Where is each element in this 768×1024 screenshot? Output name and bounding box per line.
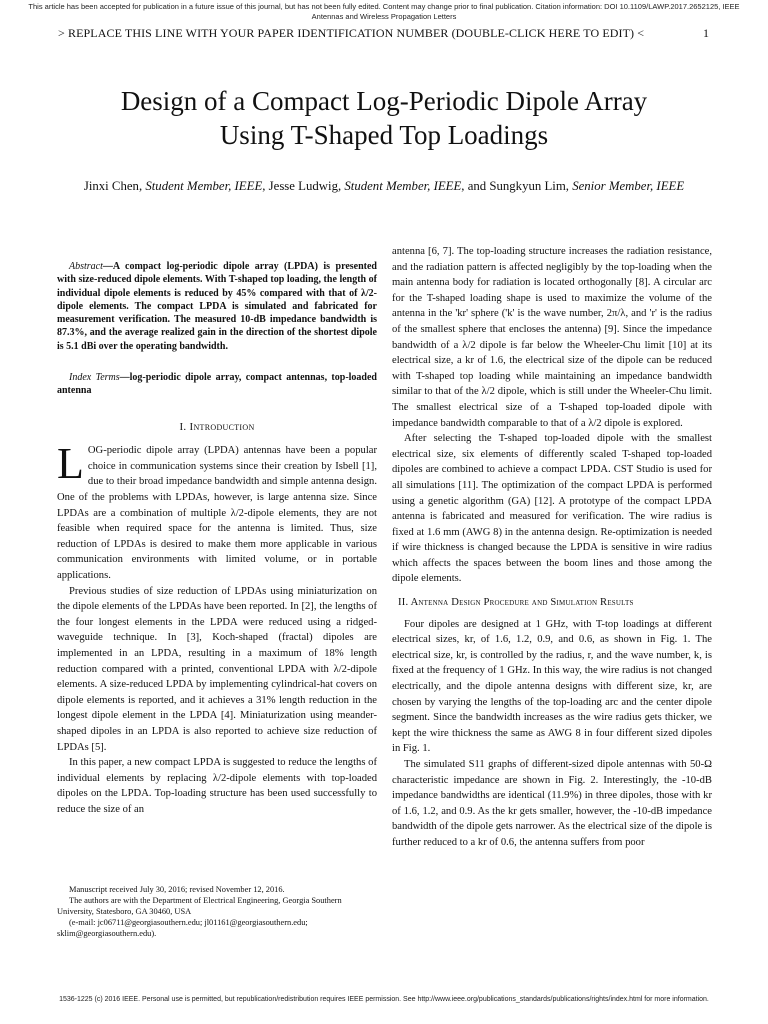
title-line-1: Design of a Compact Log-Periodic Dipole Array xyxy=(120,86,648,116)
author-3-role: Senior Member, IEEE xyxy=(572,179,685,193)
right-paragraph-2: After selecting the T-shaped top-loaded dipole with the smallest electrical size, six elements of differently scaled T-shaped top-loaded dipoles are combined to achieve a compact LPDA. CST Studio is used for all simulations [11]. The optimization of the compact LPDA is performed using a genetic algorithm (GA) [12]. A prototype of the compact LPDA antenna is fabricated and measured for verification. The wire radius is fixed at 1.6 mm (AWG 8) in the antenna design. Re-optimization is needed if wire thickness is changed because the LPDA is sensitive in wire radius which affects the spaces between the boom lines and those among the dipole elements. xyxy=(392,433,712,585)
publication-notice xyxy=(0,2,768,22)
right-paragraph-3: Four dipoles are designed at 1 GHz, with T-top loadings at different electrical sizes, kr, of 1.6, 1.2, 0.9, and 0.6, as shown in Fig. 1. The electrical size, kr, is controlled by the radius, r, and the wave number, k, is fixed at the frequency of 1 GHz. In this way, the wire radius is not changed electrically, and the dipole antenna designs with different size, kr, are chosen by varying the lengths of the top-loading arc and the center dipole segment. Since the bandwidth increases as the wire radius gets thicker, we kept the wire thickness the same as AWG 8 in four different sized dipoles in Fig. 1. xyxy=(392,618,712,755)
intro-paragraph-3: In this paper, a new compact LPDA is suggested to reduce the lengths of individual elements by replacing λ/2-dipole elements with top-loaded dipoles on the LPDA. Top-loading structure has been used successfully to reduce the size of an xyxy=(57,757,377,815)
abstract-label: Abstract xyxy=(69,261,103,272)
author-list xyxy=(70,178,698,195)
index-terms-label: Index Terms xyxy=(69,372,120,384)
author-2-role: Student Member, IEEE xyxy=(344,179,462,193)
left-column xyxy=(57,260,377,818)
author-2: , Jesse Ludwig, xyxy=(262,179,345,193)
title-line-2: Using T-Shaped Top Loadings xyxy=(219,120,549,150)
section-heading-design: II. Antenna Design Procedure and Simulation Results xyxy=(398,597,634,609)
right-paragraph-1: antenna [6, 7]. The top-loading structure increases the radiation resistance, and the radiation pattern is affected negligibly by the top-loading when the main antenna body for radiation is located orthogonally [8]. A circular arc for the T-shaped loading shape is used to maximize the volume of the antenna in the 'kr' sphere ('k' is the wave number, 2π/λ, and 'r' is the radius of the smallest sphere that encloses the antenna) [9]. Since the impedance bandwidth of a λ/2 dipole is far below the Wheeler-Chu limit [10] at its electrical size, a kr of 1.6, the electrical size of the dipole can be reduced with T-shaped top loading while maintaining an impedance bandwidth similar to that of the λ/2 dipole, which is still under the Wheeler-Chu limit. The smallest electrical size of a T-shaped top-loaded dipole with impedance bandwidth comparable to that of a λ/2 dipole is explored. xyxy=(392,246,712,429)
abstract xyxy=(57,260,377,353)
intro-paragraph-1-text: OG-periodic dipole array (LPDA) antennas have been a popular choice in communication systems since their creation by Isbell [1], due to their broad impedance bandwidth and simple antenna design. One of the problems with LPDAs, however, is large antenna size. Since LPDAs are a combination of multiple λ/2-dipole elements, they are not feasible when required space for the antenna is limited. Thus, size reduction of LPDAs is desired to make them more applicable in various communication environments with limited volume, or in portable applications. xyxy=(57,445,377,582)
footnote-line-3: (e-mail: jc06711@georgiasouthern.edu; jl01161@georgiasouthern.edu; sklim@georgiasouthern.edu). xyxy=(57,918,308,938)
footnote-line-2: The authors are with the Department of Electrical Engineering, Georgia Southern University, Statesboro, GA 30460, USA xyxy=(57,896,342,916)
intro-paragraph-2: Previous studies of size reduction of LPDAs using miniaturization on the dipole elements of the LPDAs have been reported. In [2], the lengths of the four longest elements in the LPDA were reduced using a ridged-waveguide technique. In [3], Koch-shaped (fractal) dipoles are implemented in an LPDA, resulting in a maximum of 18% length reduction compared with a printed, conventional LPDA with λ/2-dipole elements. A size-reduced LPDA by implementing cylindrical-hat covers on dipole elements is reported, and it achieves a 31% length reduction in the longest dipole element in the LPDA [4]. Miniaturization using meander-shaped dipoles in an LPDA is also reported to achieve size reduction of LPDAs [5]. xyxy=(57,585,377,753)
drop-cap: L xyxy=(57,439,84,489)
abstract-text: —A compact log-periodic dipole array (LPDA) is presented with size-reduced dipole elements. With T-shaped top loading, the length of individual dipole elements is reduced by 45% compared with that of λ/2-dipole elements. The compact LPDA is simulated and fabricated for measurement verification. The measured 10-dB impedance bandwidth is 87.3%, and the average realized gain in the direction of the shortest dipole is 5.1 dBi over the operating bandwidth. xyxy=(57,261,377,352)
right-column xyxy=(392,244,712,851)
manuscript-footnote xyxy=(57,884,377,939)
author-1-role: Student Member, IEEE xyxy=(145,179,263,193)
page-number: 1 xyxy=(703,26,709,40)
running-header: > REPLACE THIS LINE WITH YOUR PAPER IDENTIFICATION NUMBER (DOUBLE-CLICK HERE TO EDIT) < xyxy=(58,26,645,40)
section-heading-introduction: I. Introduction xyxy=(179,420,255,433)
notice-line-2: Antennas and Wireless Propagation Letters xyxy=(311,12,457,21)
index-terms xyxy=(57,371,377,398)
notice-line-1: This article has been accepted for publication in a future issue of this journal, but has not been fully edited. Content may change prior to final publication. Citation information: DOI 10.1109/LAWP.2017.2652125, IEEE xyxy=(28,2,740,11)
footnote-line-1: Manuscript received July 30, 2016; revised November 12, 2016. xyxy=(69,885,285,894)
paper-title xyxy=(40,84,728,152)
author-1: Jinxi Chen, xyxy=(83,179,146,193)
right-paragraph-4: The simulated S11 graphs of different-sized dipole antennas with 50-Ω characteristic impedance are shown in Fig. 2. Interestingly, the -10-dB impedance bandwidths are identical (11.9%) in three dipoles, those with kr of 1.6, 1.2, and 0.9. As the kr gets smaller, however, the -10-dB impedance bandwidth of the dipole gets narrower. As the electrical size of the dipole is further reduced to a kr of 0.6, the antenna suffers from poor xyxy=(392,759,712,848)
copyright-footer: 1536-1225 (c) 2016 IEEE. Personal use is permitted, but republication/redistribution requires IEEE permission. See http://www.ieee.org/publications_standards/publications/rights/index.html for more information. xyxy=(59,996,709,1003)
author-3: , and Sungkyun Lim, xyxy=(461,179,573,193)
index-terms-text: —log-periodic dipole array, compact antennas, top-loaded antenna xyxy=(57,372,377,397)
intro-paragraph-1 xyxy=(57,439,377,583)
